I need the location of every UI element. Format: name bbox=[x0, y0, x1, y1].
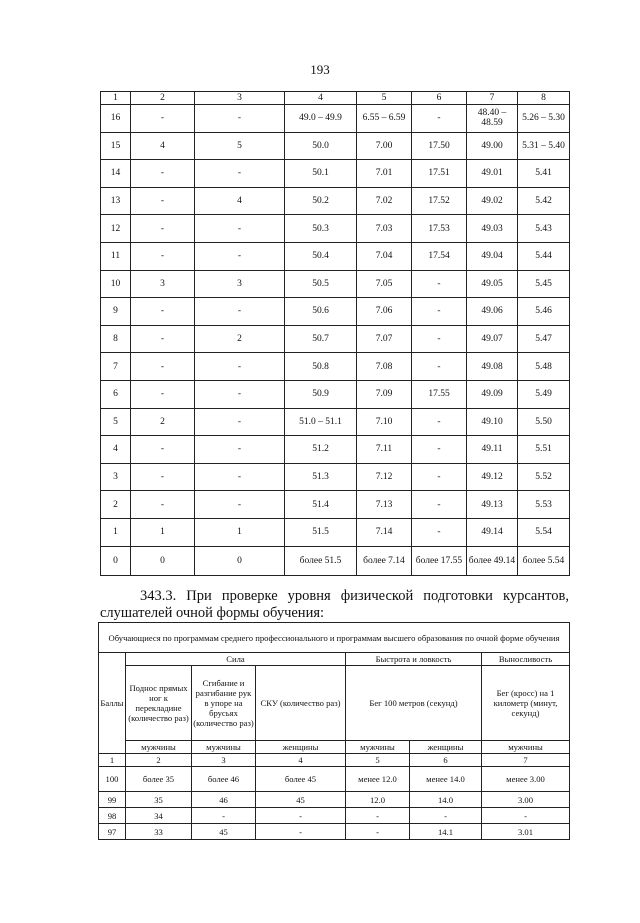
table-cell: более 7.14 bbox=[357, 546, 412, 575]
table-cell: 50.6 bbox=[285, 298, 357, 326]
column-number: 2 bbox=[131, 92, 195, 105]
table-cell: менее 3.00 bbox=[482, 767, 570, 792]
column-number: 4 bbox=[285, 92, 357, 105]
gender-cell: мужчины bbox=[126, 741, 192, 754]
table-cell: - bbox=[131, 491, 195, 519]
table-cell: 100 bbox=[99, 767, 126, 792]
table-cell: 49.13 bbox=[467, 491, 518, 519]
table-cell: - bbox=[412, 436, 467, 464]
table-cell: - bbox=[131, 298, 195, 326]
column-number: 3 bbox=[195, 92, 285, 105]
table-cell: 49.04 bbox=[467, 242, 518, 270]
table-cell: 14 bbox=[101, 160, 131, 188]
table-cell: 51.2 bbox=[285, 436, 357, 464]
table-cell: 17.54 bbox=[412, 242, 467, 270]
table-cell: 7.00 bbox=[357, 132, 412, 160]
table-cell: более 17.55 bbox=[412, 546, 467, 575]
table-row bbox=[101, 160, 570, 188]
table-cell: 51.5 bbox=[285, 518, 357, 546]
gender-cell: женщины bbox=[256, 741, 346, 754]
table-cell: 7 bbox=[101, 353, 131, 381]
table-cell: 17.52 bbox=[412, 187, 467, 215]
column-number: 4 bbox=[256, 754, 346, 767]
table-row bbox=[101, 187, 570, 215]
column-number: 1 bbox=[99, 754, 126, 767]
table-row bbox=[99, 792, 570, 808]
table-cell: 50.4 bbox=[285, 242, 357, 270]
table-cell: 5.46 bbox=[518, 298, 570, 326]
table-cell: 51.0 – 51.1 bbox=[285, 408, 357, 436]
column-number: 7 bbox=[467, 92, 518, 105]
table-row bbox=[101, 491, 570, 519]
table-row bbox=[101, 105, 570, 133]
table-cell: 97 bbox=[99, 824, 126, 840]
table-cell: - bbox=[131, 380, 195, 408]
table-cell: - bbox=[412, 353, 467, 381]
paragraph-line-2: слушателей очной формы обучения: bbox=[100, 605, 325, 621]
table-cell: 7.02 bbox=[357, 187, 412, 215]
table-cell: 4 bbox=[131, 132, 195, 160]
table-cell: 48.40 – 48.59 bbox=[467, 105, 518, 133]
table-cell: 49.06 bbox=[467, 298, 518, 326]
table-cell: 7.06 bbox=[357, 298, 412, 326]
table-cell: 49.01 bbox=[467, 160, 518, 188]
table-row bbox=[101, 408, 570, 436]
table-cell: 49.0 – 49.9 bbox=[285, 105, 357, 133]
group-sila: Сила bbox=[126, 653, 346, 666]
column-number: 3 bbox=[192, 754, 256, 767]
table-cell: 13 bbox=[101, 187, 131, 215]
table-cell: 49.11 bbox=[467, 436, 518, 464]
table-cell: - bbox=[195, 353, 285, 381]
table-cell: 2 bbox=[101, 491, 131, 519]
header-dips: Сгибание и разгибание рук в упоре на брусьях (количество раз) bbox=[192, 666, 256, 741]
table-cell: 4 bbox=[195, 187, 285, 215]
table-cell: - bbox=[195, 463, 285, 491]
table-cell: 5.41 bbox=[518, 160, 570, 188]
table-cell: - bbox=[195, 160, 285, 188]
table-cell: - bbox=[195, 105, 285, 133]
table-cell: более 51.5 bbox=[285, 546, 357, 575]
table-cell: 99 bbox=[99, 792, 126, 808]
group-vynoslivost: Выносливость bbox=[482, 653, 570, 666]
table-cell: 49.09 bbox=[467, 380, 518, 408]
table-cell: 5.50 bbox=[518, 408, 570, 436]
table-cell: 5.51 bbox=[518, 436, 570, 464]
scores-table-1 bbox=[100, 91, 570, 576]
table-cell: 5.43 bbox=[518, 215, 570, 243]
table-row bbox=[101, 380, 570, 408]
table-cell: - bbox=[410, 808, 482, 824]
table-cell: 14.1 bbox=[410, 824, 482, 840]
table-cell: - bbox=[131, 242, 195, 270]
table-cell: 50.9 bbox=[285, 380, 357, 408]
table-cell: 12.0 bbox=[346, 792, 410, 808]
header-cross-1km: Бег (кросс) на 1 километр (минут, секунд) bbox=[482, 666, 570, 741]
table-cell: менее 12.0 bbox=[346, 767, 410, 792]
table-cell: 16 bbox=[101, 105, 131, 133]
table-cell: 33 bbox=[126, 824, 192, 840]
table-cell: 50.0 bbox=[285, 132, 357, 160]
table-cell: 7.14 bbox=[357, 518, 412, 546]
table-cell: 5.49 bbox=[518, 380, 570, 408]
column-number: 6 bbox=[412, 92, 467, 105]
table-cell: - bbox=[131, 105, 195, 133]
section-paragraph bbox=[100, 588, 569, 622]
table-cell: 6 bbox=[101, 380, 131, 408]
table-cell: 5.48 bbox=[518, 353, 570, 381]
gender-cell: женщины bbox=[410, 741, 482, 754]
table-cell: 45 bbox=[192, 824, 256, 840]
table-cell: - bbox=[131, 187, 195, 215]
table-cell: - bbox=[412, 270, 467, 298]
gender-cell: мужчины bbox=[482, 741, 570, 754]
table-cell: 7.01 bbox=[357, 160, 412, 188]
table-cell: 5.45 bbox=[518, 270, 570, 298]
table-cell: 7.09 bbox=[357, 380, 412, 408]
table-cell: более 35 bbox=[126, 767, 192, 792]
table-cell: 5.26 – 5.30 bbox=[518, 105, 570, 133]
table-cell: 51.4 bbox=[285, 491, 357, 519]
table-header-row bbox=[101, 92, 570, 105]
table-cell: - bbox=[195, 242, 285, 270]
table-cell: 50.8 bbox=[285, 353, 357, 381]
group-bystrota: Быстрота и ловкость bbox=[346, 653, 482, 666]
table-cell: 3 bbox=[101, 463, 131, 491]
table-row bbox=[101, 436, 570, 464]
balls-header: Баллы bbox=[99, 653, 126, 754]
table-cell: - bbox=[412, 298, 467, 326]
column-number: 5 bbox=[357, 92, 412, 105]
table-cell: - bbox=[256, 824, 346, 840]
table-cell: 49.10 bbox=[467, 408, 518, 436]
table-cell: 98 bbox=[99, 808, 126, 824]
table-cell: - bbox=[346, 824, 410, 840]
column-number: 8 bbox=[518, 92, 570, 105]
table-cell: - bbox=[131, 325, 195, 353]
table-cell: 8 bbox=[101, 325, 131, 353]
table-cell: 5.47 bbox=[518, 325, 570, 353]
table-cell: 7.11 bbox=[357, 436, 412, 464]
table-cell: 7.05 bbox=[357, 270, 412, 298]
table-cell: 5 bbox=[101, 408, 131, 436]
table-cell: 12 bbox=[101, 215, 131, 243]
table-cell: более 46 bbox=[192, 767, 256, 792]
table-cell: 3 bbox=[195, 270, 285, 298]
table-cell: - bbox=[195, 380, 285, 408]
table-cell: 1 bbox=[131, 518, 195, 546]
table-row bbox=[99, 767, 570, 792]
table-cell: - bbox=[346, 808, 410, 824]
table-row bbox=[101, 546, 570, 575]
table-row bbox=[101, 325, 570, 353]
table-cell: 5.42 bbox=[518, 187, 570, 215]
table-cell: менее 14.0 bbox=[410, 767, 482, 792]
table-cell: - bbox=[412, 491, 467, 519]
table-cell: - bbox=[412, 325, 467, 353]
table-cell: 10 bbox=[101, 270, 131, 298]
table-cell: 50.2 bbox=[285, 187, 357, 215]
table-cell: 17.55 bbox=[412, 380, 467, 408]
table-cell: 6.55 – 6.59 bbox=[357, 105, 412, 133]
table-cell: 49.00 bbox=[467, 132, 518, 160]
column-number: 1 bbox=[101, 92, 131, 105]
header-sku: СКУ (количество раз) bbox=[256, 666, 346, 741]
table-cell: - bbox=[131, 215, 195, 243]
table-row bbox=[101, 132, 570, 160]
table-cell: 17.51 bbox=[412, 160, 467, 188]
scores-table-2 bbox=[98, 622, 570, 840]
table-cell: 0 bbox=[195, 546, 285, 575]
table-cell: 11 bbox=[101, 242, 131, 270]
column-number: 5 bbox=[346, 754, 410, 767]
table-cell: 2 bbox=[131, 408, 195, 436]
table-row bbox=[99, 824, 570, 840]
table-cell: более 5.54 bbox=[518, 546, 570, 575]
table-cell: 5.44 bbox=[518, 242, 570, 270]
table-cell: 1 bbox=[101, 518, 131, 546]
column-number: 7 bbox=[482, 754, 570, 767]
table-cell: 2 bbox=[195, 325, 285, 353]
table-cell: 5.54 bbox=[518, 518, 570, 546]
table-cell: 49.05 bbox=[467, 270, 518, 298]
table-row bbox=[101, 242, 570, 270]
table-cell: 3.01 bbox=[482, 824, 570, 840]
table-cell: 34 bbox=[126, 808, 192, 824]
table-cell: - bbox=[131, 463, 195, 491]
table-cell: 0 bbox=[131, 546, 195, 575]
table-cell: - bbox=[131, 353, 195, 381]
table-row bbox=[99, 808, 570, 824]
gender-cell: мужчины bbox=[346, 741, 410, 754]
table-cell: более 49.14 bbox=[467, 546, 518, 575]
gender-row bbox=[99, 741, 570, 754]
table-cell: - bbox=[195, 298, 285, 326]
column-number-row bbox=[99, 754, 570, 767]
paragraph-line-1: 343.3. При проверке уровня физической подготовки курсантов, bbox=[140, 588, 569, 604]
table-cell: - bbox=[192, 808, 256, 824]
table-cell: - bbox=[195, 491, 285, 519]
table-cell: - bbox=[131, 436, 195, 464]
gender-cell: мужчины bbox=[192, 741, 256, 754]
table-cell: 4 bbox=[101, 436, 131, 464]
table-cell: 7.07 bbox=[357, 325, 412, 353]
table-cell: 50.1 bbox=[285, 160, 357, 188]
table-cell: - bbox=[256, 808, 346, 824]
table-cell: 3.00 bbox=[482, 792, 570, 808]
table-cell: 50.5 bbox=[285, 270, 357, 298]
table-row bbox=[101, 463, 570, 491]
table-row bbox=[101, 270, 570, 298]
table-row bbox=[101, 215, 570, 243]
table-cell: 7.12 bbox=[357, 463, 412, 491]
table-caption: Обучающиеся по программам среднего профессионального и программам высшего образования по очной форме обучения bbox=[99, 623, 570, 653]
table-cell: 7.08 bbox=[357, 353, 412, 381]
header-leg-raise: Поднос прямых ног к перекладине (количество раз) bbox=[126, 666, 192, 741]
table-cell: 49.03 bbox=[467, 215, 518, 243]
table-cell: 9 bbox=[101, 298, 131, 326]
table-cell: 49.07 bbox=[467, 325, 518, 353]
table-cell: 17.50 bbox=[412, 132, 467, 160]
table-cell: 5.53 bbox=[518, 491, 570, 519]
table-cell: 49.14 bbox=[467, 518, 518, 546]
header-run-100m: Бег 100 метров (секунд) bbox=[346, 666, 482, 741]
table-cell: 35 bbox=[126, 792, 192, 808]
table-cell: 5.52 bbox=[518, 463, 570, 491]
table-cell: 7.04 bbox=[357, 242, 412, 270]
table-cell: 49.02 bbox=[467, 187, 518, 215]
table-cell: 50.7 bbox=[285, 325, 357, 353]
table-row bbox=[101, 298, 570, 326]
table-cell: 5 bbox=[195, 132, 285, 160]
page-number: 193 bbox=[310, 62, 330, 77]
table-cell: 14.0 bbox=[410, 792, 482, 808]
table-cell: 51.3 bbox=[285, 463, 357, 491]
table-cell: 46 bbox=[192, 792, 256, 808]
column-number: 2 bbox=[126, 754, 192, 767]
table-cell: - bbox=[412, 408, 467, 436]
table-cell: 0 bbox=[101, 546, 131, 575]
table-cell: 49.08 bbox=[467, 353, 518, 381]
table-cell: 3 bbox=[131, 270, 195, 298]
table-cell: 15 bbox=[101, 132, 131, 160]
table-cell: 49.12 bbox=[467, 463, 518, 491]
table-cell: - bbox=[412, 463, 467, 491]
table-cell: более 45 bbox=[256, 767, 346, 792]
table-cell: - bbox=[412, 518, 467, 546]
table-cell: - bbox=[195, 436, 285, 464]
table-cell: 7.03 bbox=[357, 215, 412, 243]
table-cell: - bbox=[131, 160, 195, 188]
table-cell: - bbox=[412, 105, 467, 133]
table-cell: 45 bbox=[256, 792, 346, 808]
table-cell: - bbox=[195, 215, 285, 243]
table-cell: 50.3 bbox=[285, 215, 357, 243]
table-row bbox=[101, 353, 570, 381]
table-cell: - bbox=[195, 408, 285, 436]
table-cell: - bbox=[482, 808, 570, 824]
table-cell: 7.13 bbox=[357, 491, 412, 519]
table-cell: 1 bbox=[195, 518, 285, 546]
table-cell: 7.10 bbox=[357, 408, 412, 436]
table-cell: 5.31 – 5.40 bbox=[518, 132, 570, 160]
column-number: 6 bbox=[410, 754, 482, 767]
table-cell: 17.53 bbox=[412, 215, 467, 243]
table-row bbox=[101, 518, 570, 546]
